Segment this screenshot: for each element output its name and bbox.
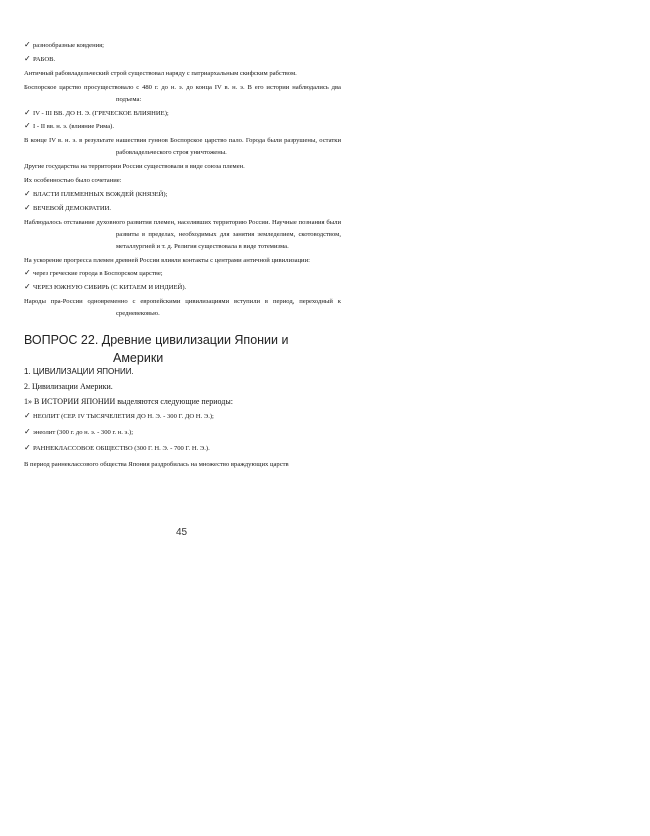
bullet-item: ✓ РАННЕКЛАССОВОЕ ОБЩЕСТВО (300 Г. Н. Э. - 700 Г. Н. Э.). <box>24 443 210 452</box>
paragraph: Боспорское царство просуществовало с 480 г. до н. э. до конца IV в. н. э. В его истории наблюдались два подъема: <box>24 83 341 103</box>
subheading-japan: 1. ЦИВИЛИЗАЦИИ ЯПОНИИ. <box>24 367 134 376</box>
check-mark-icon: ✓ <box>24 188 31 198</box>
bullet-item: ✓ ВЛАСТИ ПЛЕМЕННЫХ ВОЖДЕЙ (КНЯЗЕЙ); <box>24 188 168 198</box>
bullet-item: ✓ ЧЕРЕЗ ЮЖНУЮ СИБИРЬ (С КИТАЕМ И ИНДИЕЙ). <box>24 282 187 292</box>
bullet-item: ✓ РАБОВ. <box>24 53 56 63</box>
paragraph: В период раннеклассового общества Япония раздробилась на множество враждующих царств <box>24 461 289 468</box>
bullet-item: ✓ через греческие города в Боспорском царстве; <box>24 268 163 278</box>
check-mark-icon: ✓ <box>24 443 31 452</box>
bullet-item: ✓ энеолит (300 г. до н. э. - 300 г. н. э.); <box>24 427 134 436</box>
heading-line-1: ВОПРОС 22. Древние цивилизации Японии и <box>24 333 289 347</box>
bullet-item: ✓ НЕОЛИТ (СЕР. IV ТЫСЯЧЕЛЕТИЯ ДО Н. Э. - 300 Г. ДО Н. Э.); <box>24 411 214 420</box>
section-heading <box>24 331 354 367</box>
bullet-item: ✓ IV - III ВВ. ДО Н. Э. (ГРЕЧЕСКОЕ ВЛИЯНИЕ); <box>24 107 169 117</box>
check-mark-icon: ✓ <box>24 411 31 420</box>
bullet-item: ✓ разнообразные ковдения; <box>24 40 104 49</box>
heading-line-2: Америки <box>113 351 164 365</box>
paragraph: Народы пра-России одновременно с европейскими цивилизациями вступили в период, переходный к средневековью. <box>24 298 341 318</box>
paragraph: Наблюдалось отставание духовного развития племен, населявших территорию России. Научные познания были развиты в пределах, необходимых для занятия земледелием, скотоводством, металлургией и т. д. Религия существовала в виде тотемизма. <box>24 218 341 250</box>
subheading-america: 2. Цивилизации Америки. <box>24 382 113 391</box>
paragraph: Античный рабовладельческий строй существовал наряду с патриархальным скифским рабством. <box>24 69 297 77</box>
check-mark-icon: ✓ <box>24 40 31 49</box>
page-number: 45 <box>176 527 188 538</box>
check-mark-icon: ✓ <box>24 53 31 63</box>
paragraph: В конце IV в. н. э. в результате нашествия гуннов Боспорское царство пало. Города были разрушены, остатки рабовладельческого строя уничтожены. <box>24 137 341 157</box>
paragraph: Их особенностью было сочетание: <box>24 177 122 185</box>
bullet-item: ✓ ВЕЧЕВОЙ ДЕМОКРАТИИ. <box>24 202 112 212</box>
text-block-bosporus <box>24 40 341 322</box>
check-mark-icon: ✓ <box>24 107 31 117</box>
check-mark-icon: ✓ <box>24 427 31 436</box>
check-mark-icon: ✓ <box>24 268 31 278</box>
paragraph: На ускорение прогресса племен древней России влияли контакты с центрами античной цивилизации: <box>24 256 310 264</box>
periods-intro: 1» В ИСТОРИИ ЯПОНИИ выделяются следующие периоды: <box>24 397 233 406</box>
check-mark-icon: ✓ <box>24 202 31 212</box>
check-mark-icon: ✓ <box>24 121 31 131</box>
bullet-item: ✓ I - II вв. н. э. (влияние Рима). <box>24 121 115 131</box>
paragraph: Другие государства на территории России существовали в виде союза племен. <box>24 163 245 171</box>
check-mark-icon: ✓ <box>24 282 31 292</box>
text-block-japan <box>24 410 354 474</box>
